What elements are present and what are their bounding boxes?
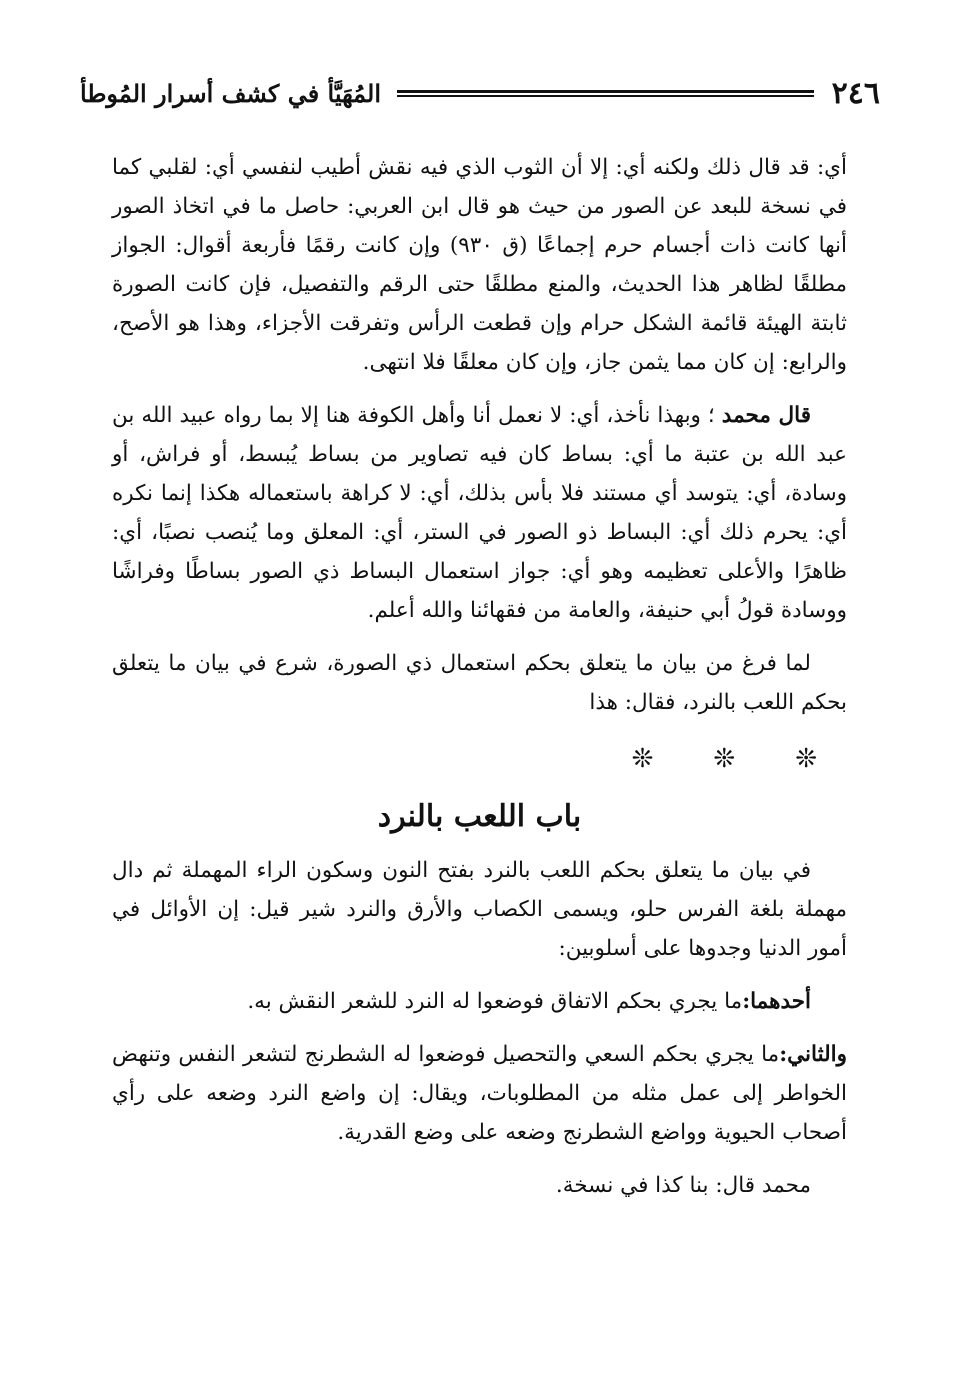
separator-star-icon: ❊ [795, 744, 817, 774]
closing-paragraph: محمد قال: بنا كذا في نسخة. [555, 1173, 811, 1198]
section-separator [112, 740, 847, 779]
running-title: المُهَيَّأ في كشف أسرار المُوطأ [80, 78, 381, 108]
first-category-paragraph [112, 982, 847, 1021]
intro-paragraph: في بيان ما يتعلق بحكم اللعب بالنرد بفتح النون وسكون الراء المهملة ثم دال مهملة بلغة الفرس حلو، ويسمى الكصاب والأرق والنرد شير قيل: إن الأوائل في أمور الدنيا وجدوها على أسلوبين: [112, 858, 847, 961]
page-header [80, 70, 880, 116]
muhammad-paragraph [112, 396, 847, 630]
muhammad-lead: قال محمد [721, 403, 811, 428]
chapter-title: باب اللعب بالنرد [377, 799, 582, 834]
second-lead: والثاني: [779, 1042, 847, 1067]
separator-star-icon: ❊ [631, 744, 654, 774]
first-lead: أحدهما: [742, 989, 811, 1014]
commentary-paragraph: أي: قد قال ذلك ولكنه أي: إلا أن الثوب الذي فيه نقش أطيب لنفسي أي: لقلبي كما في نسخة للبعد عن الصور من حيث هو قال ابن العربي: حاصل ما في اتخاذ الصور أنها كانت ذات أجسام حرم إجماعًا (ق ٩٣٠) وإن كانت رقمًا فأربعة أقوال: الجواز مطلقًا لظاهر هذا الحديث، والمنع مطلقًا حتى الرقم والتفصيل، فإن كانت الصورة ثابتة الهيئة قائمة الشكل حرام وإن قطعت الرأس وتفرقت الأجزاء، وهذا هو الأصح، والرابع: إن كان مما يثمن جاز، وإن كان معلقًا فلا انتهى. [112, 155, 847, 375]
transition-paragraph: لما فرغ من بيان ما يتعلق بحكم استعمال ذي الصورة، شرع في بيان ما يتعلق بحكم اللعب بالنرد، فقال: هذا [112, 651, 847, 715]
muhammad-text: ؛ وبهذا نأخذ، أي: لا نعمل أنا وأهل الكوفة هنا إلا بما رواه عبيد الله بن عبد الله بن عتبة ما أي: بساط كان فيه تصاوير من بساط يُبسط، أو فراش، أو وسادة، أي: يتوسد أي مستند فلا بأس بذلك، أي: لا كراهة باستعماله هكذا إنما نكره أي: يحرم ذلك أي: البساط ذو الصور في الستر، أي: المعلق وما يُنصب نصبًا، أي: ظاهرًا والأعلى تعظيمه وهو أي: جواز استعمال البساط ذي الصور بساطًا وفراشًا ووسادة قولُ أبي حنيفة، والعامة من فقهائنا والله أعلم. [112, 403, 847, 623]
second-category-paragraph [112, 1035, 847, 1152]
page-body [112, 148, 847, 1219]
header-rule [397, 90, 814, 97]
page-number: ٢٤٦ [831, 75, 880, 111]
second-text: ما يجري بحكم السعي والتحصيل فوضعوا له الشطرنج لتشعر النفس وتنهض الخواطر إلى عمل مثله من المطلوبات، ويقال: إن واضع النرد وضعه على رأي أصحاب الحيوية وواضع الشطرنج وضعه على وضع القدرية. [112, 1042, 847, 1145]
separator-star-icon: ❊ [713, 744, 736, 774]
first-text: ما يجري بحكم الاتفاق فوضعوا له النرد للشعر النقش به. [247, 989, 743, 1014]
